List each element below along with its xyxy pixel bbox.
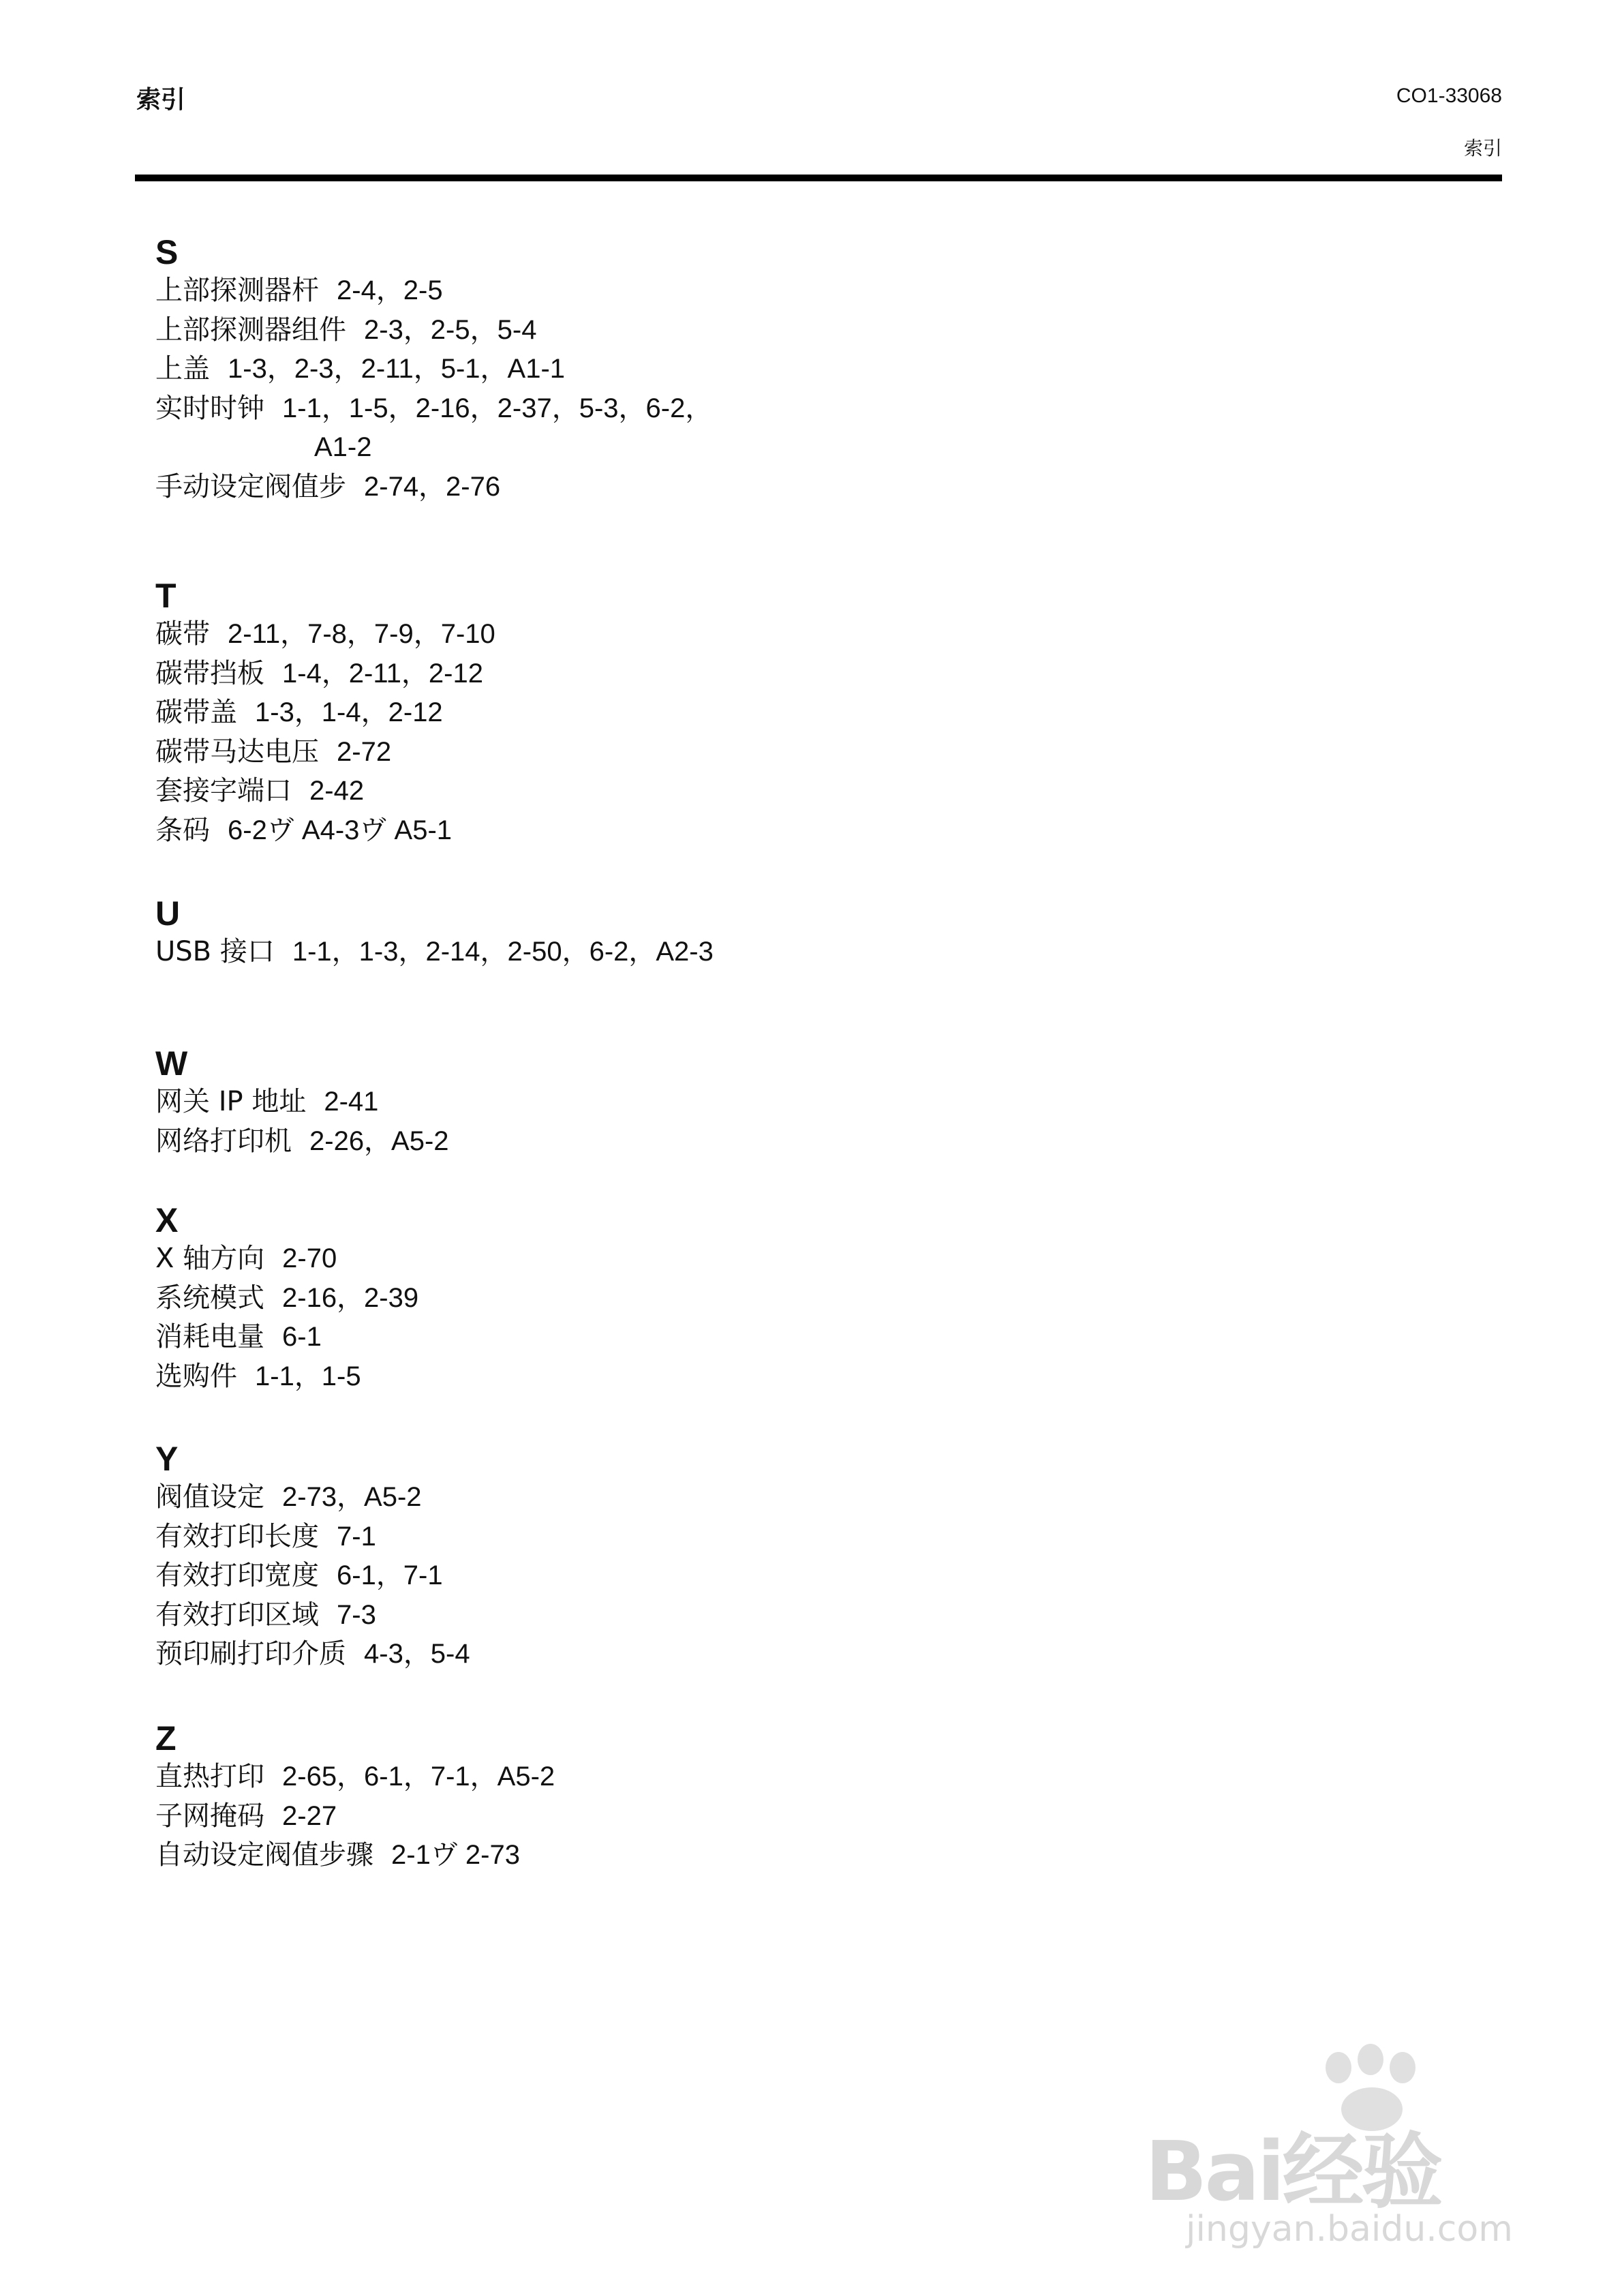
index-entry: [155, 1083, 449, 1122]
index-term: 条码: [155, 814, 210, 846]
index-page-refs: 7-1: [337, 1521, 376, 1552]
index-page-refs: 2-65，6-1，7-1，A5-2: [282, 1762, 555, 1792]
index-term: 网络打印机: [155, 1125, 292, 1157]
index-section-w: [155, 1043, 449, 1161]
index-entry: [155, 311, 712, 350]
index-entry: [155, 1239, 418, 1279]
index-page-refs: A1-2: [314, 432, 372, 462]
index-page-refs: 2-41: [324, 1087, 379, 1117]
index-entry: [155, 733, 495, 772]
index-page-refs: 6-1，7-1: [337, 1560, 443, 1590]
index-section-u: [155, 893, 714, 972]
index-page-refs: 2-27: [282, 1800, 337, 1831]
index-term: 预印刷打印介质: [155, 1638, 346, 1670]
index-term: 有效打印长度: [155, 1520, 319, 1552]
index-term: 碳带盖: [155, 697, 237, 728]
index-term: 上部探测器组件: [155, 314, 346, 346]
index-entry: [155, 350, 712, 389]
index-entry: [155, 615, 495, 654]
index-term: 选购件: [155, 1360, 237, 1392]
index-section-y: [155, 1438, 470, 1674]
watermark-logo: Bai经验: [1145, 2125, 1441, 2220]
section-letter: Y: [155, 1440, 179, 1478]
index-entry: [155, 1318, 418, 1357]
index-entry: [155, 1635, 470, 1674]
index-entry: [155, 772, 495, 811]
index-term: 系统模式: [155, 1282, 264, 1314]
index-section-s: [155, 232, 712, 507]
index-term: 实时时钟: [155, 392, 264, 424]
index-page-refs: 1-3，2-3，2-11，5-1，A1-1: [228, 354, 566, 384]
index-entry: [155, 428, 712, 468]
index-page-refs: 1-1，1-3，2-14，2-50，6-2，A2-3: [292, 937, 714, 967]
index-page-refs: 2-72: [337, 736, 392, 767]
index-term: 有效打印区域: [155, 1599, 319, 1631]
index-page-refs: 2-11，7-8，7-9，7-10: [228, 619, 495, 649]
index-page-refs: 6-1: [282, 1322, 322, 1352]
index-section-x: [155, 1200, 418, 1396]
index-page-refs: 1-1，1-5: [255, 1361, 361, 1391]
section-letter: T: [155, 577, 177, 615]
index-term: 自动设定阀值步骤: [155, 1839, 373, 1871]
index-entry: [155, 1836, 555, 1875]
index-entry: [155, 1357, 418, 1397]
index-term: 直热打印: [155, 1761, 264, 1792]
index-page-refs: 4-3，5-4: [364, 1639, 470, 1669]
index-term: 子网掩码: [155, 1800, 264, 1832]
section-letter: Z: [155, 1719, 177, 1757]
index-entry: [155, 933, 714, 972]
page-section-title: 索引: [136, 86, 186, 114]
page-subtitle: 索引: [1463, 137, 1502, 160]
index-page-refs: 2-4，2-5: [337, 275, 443, 305]
index-page-refs: 2-26，A5-2: [309, 1126, 449, 1156]
index-term: 碳带马达电压: [155, 736, 319, 768]
index-entry: [155, 389, 712, 429]
index-page-refs: 2-16，2-39: [282, 1282, 419, 1313]
index-page-refs: 7-3: [337, 1599, 376, 1630]
header-divider: [135, 175, 1502, 181]
watermark-url: jingyan.baidu.com: [1186, 2209, 1513, 2250]
index-term: 套接字端口: [155, 775, 292, 806]
index-entry: [155, 1478, 470, 1517]
index-page-refs: 2-74，2-76: [364, 471, 501, 502]
index-page-refs: 2-42: [309, 776, 365, 806]
index-entry: [155, 693, 495, 733]
index-entry: [155, 1122, 449, 1162]
index-entry: [155, 1596, 470, 1635]
index-page-refs: 2-3，2-5，5-4: [364, 314, 537, 345]
index-entry: [155, 654, 495, 694]
document-code: CO1-33068: [1396, 85, 1502, 107]
paw-icon: [1326, 2052, 1351, 2083]
paw-toe: [1390, 2052, 1416, 2083]
index-entry: [155, 271, 712, 311]
section-letter: W: [155, 1044, 188, 1083]
index-term: 碳带: [155, 618, 210, 650]
index-entry: [155, 1797, 555, 1837]
index-page-refs: 2-70: [282, 1243, 337, 1273]
index-section-t: [155, 575, 495, 850]
index-term: USB 接口: [155, 936, 275, 967]
index-entry: [155, 468, 712, 507]
paw-toe: [1358, 2044, 1383, 2075]
index-term: 阀值设定: [155, 1481, 264, 1513]
index-term: X 轴方向: [155, 1243, 265, 1274]
index-page-refs: 2-73，A5-2: [282, 1482, 422, 1512]
index-entry: [155, 1757, 555, 1797]
index-section-z: [155, 1718, 555, 1875]
index-entry: [155, 1279, 418, 1318]
index-page-refs: 6-2ヴ A4-3ヴ A5-1: [228, 815, 453, 845]
index-term: 手动设定阀值步: [155, 470, 346, 502]
section-letter: X: [155, 1201, 179, 1239]
section-letter: S: [155, 233, 179, 271]
index-entry: [155, 1556, 470, 1596]
index-entry: [155, 1517, 470, 1557]
index-term: 碳带挡板: [155, 657, 264, 689]
index-term: 网关 IP 地址: [155, 1086, 307, 1117]
index-page-refs: 1-4，2-11，2-12: [282, 658, 483, 689]
index-page-refs: 2-1ヴ 2-73: [391, 1840, 520, 1870]
index-term: 有效打印宽度: [155, 1560, 319, 1591]
index-page-refs: 1-3，1-4，2-12: [255, 697, 443, 727]
index-term: 消耗电量: [155, 1321, 264, 1353]
watermark: [1145, 2052, 1527, 2256]
section-letter: U: [155, 894, 181, 933]
index-entry: [155, 811, 495, 851]
index-term: 上部探测器杆: [155, 275, 319, 306]
index-page-refs: 1-1，1-5，2-16，2-37，5-3，6-2，: [282, 393, 713, 423]
index-term: 上盖: [155, 353, 210, 384]
